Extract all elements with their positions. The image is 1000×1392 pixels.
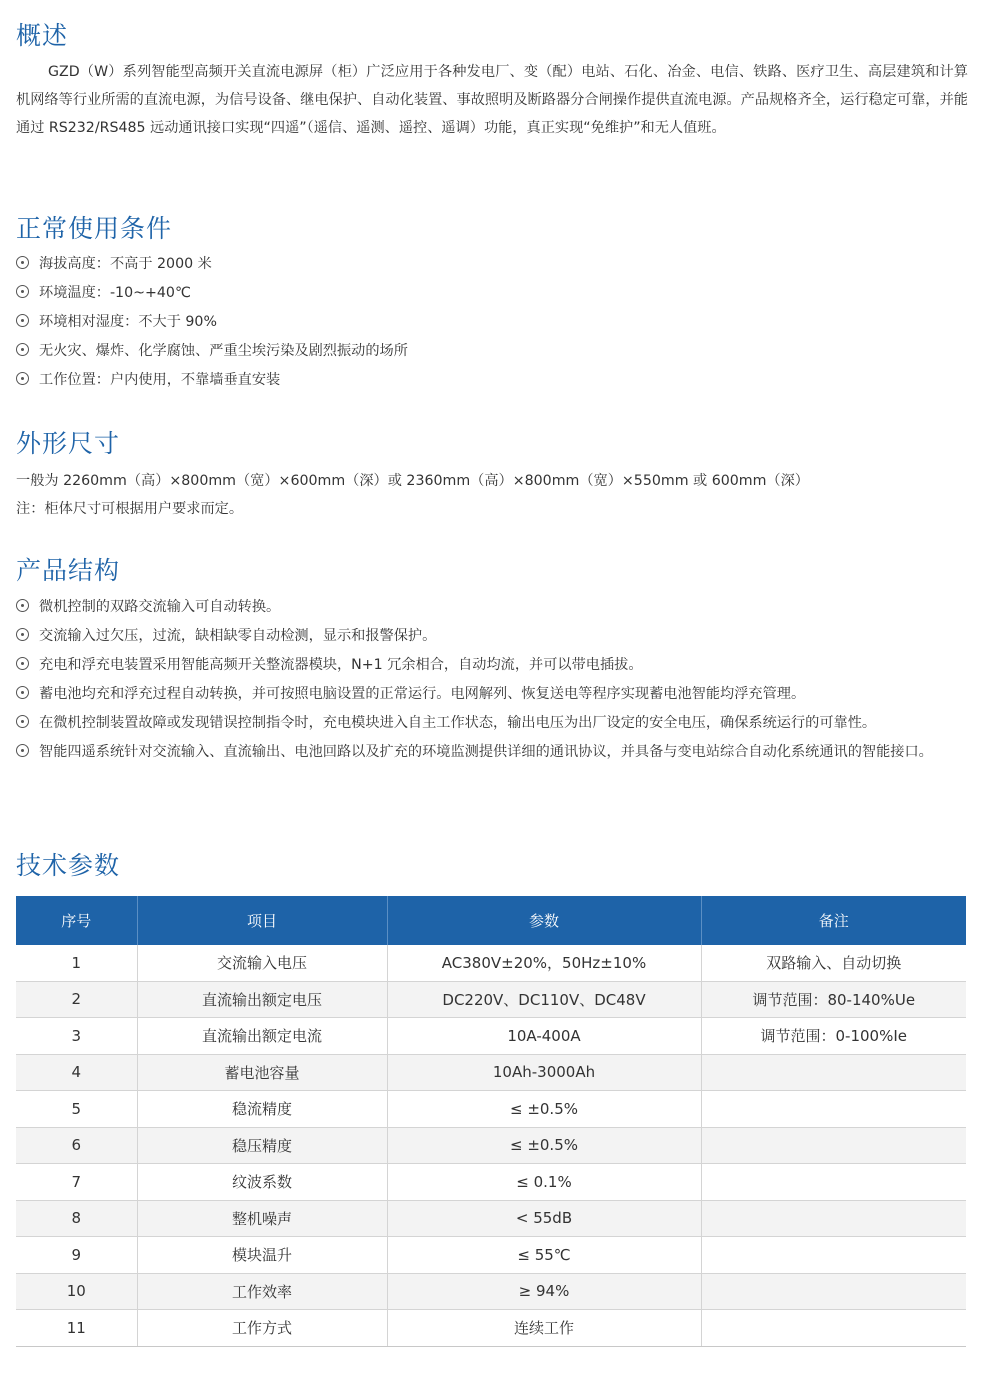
table-row: 9 模块温升 ≤ 55℃ [16, 1237, 966, 1274]
circle-bullet-icon [16, 652, 39, 680]
structure-list [16, 593, 971, 767]
structure-heading: 产品结构 [16, 556, 121, 585]
dimensions-heading: 外形尺寸 [16, 429, 121, 458]
dimensions-text: 一般为 2260mm（高）×800mm（宽）×600mm（深）或 2360mm（高）×800mm（宽）×550mm 或 600mm（深） [16, 473, 809, 489]
table-row: 11 工作方式 连续工作 [16, 1310, 966, 1347]
circle-bullet-icon [16, 681, 39, 709]
conditions-heading: 正常使用条件 [16, 214, 173, 243]
header-item: 项目 [137, 896, 387, 945]
circle-bullet-icon [16, 739, 39, 767]
circle-bullet-icon [16, 623, 39, 651]
circle-bullet-icon [16, 338, 39, 366]
list-item: 无火灾、爆炸、化学腐蚀、严重尘埃污染及剧烈振动的场所 [16, 337, 971, 366]
list-item: 智能四遥系统针对交流输入、直流输出、电池回路以及扩充的环境监测提供详细的通讯协议，并具备与变电站综合自动化系统通讯的智能接口。 [16, 738, 971, 767]
table-row: 8 整机噪声 < 55dB [16, 1200, 966, 1237]
circle-bullet-icon [16, 710, 39, 738]
circle-bullet-icon [16, 309, 39, 337]
table-header-row [16, 896, 966, 945]
circle-bullet-icon [16, 367, 39, 395]
table-row: 5 稳流精度 ≤ ±0.5% [16, 1091, 966, 1128]
params-table [16, 896, 966, 1347]
dimensions-note: 注：柜体尺寸可根据用户要求而定。 [16, 501, 244, 517]
list-item: 在微机控制装置故障或发现错误控制指令时，充电模块进入自主工作状态，输出电压为出厂设定的安全电压，确保系统运行的可靠性。 [16, 709, 971, 738]
circle-bullet-icon [16, 594, 39, 622]
table-row: 2 直流输出额定电压 DC220V、DC110V、DC48V 调节范围：80-140%Ue [16, 981, 966, 1018]
list-item: 蓄电池均充和浮充过程自动转换，并可按照电脑设置的正常运行。电网解列、恢复送电等程序实现蓄电池智能均浮充管理。 [16, 680, 971, 709]
header-remark: 备注 [701, 896, 966, 945]
list-item: 工作位置：户内使用，不靠墙垂直安装 [16, 366, 971, 395]
conditions-list [16, 250, 971, 395]
list-item: 环境温度：-10~+40℃ [16, 279, 971, 308]
table-row: 10 工作效率 ≥ 94% [16, 1273, 966, 1310]
header-value: 参数 [387, 896, 701, 945]
overview-text: GZD（W）系列智能型高频开关直流电源屏（柜）广泛应用于各种发电厂、变（配）电站、石化、冶金、电信、铁路、医疗卫生、高层建筑和计算机网络等行业所需的直流电源，为信号设备、继电保护、自动化装置、事故照明及断路器分合闸操作提供直流电源。产品规格齐全，运行稳定可靠，并能通过 RS232/RS485 远动通讯接口实现“四遥”（遥信、遥测、遥控、遥调）功能，真正实现“免维护”和无人值班。 [16, 64, 968, 136]
table-row: 6 稳压精度 ≤ ±0.5% [16, 1127, 966, 1164]
list-item: 海拔高度：不高于 2000 米 [16, 250, 971, 279]
table-row: 3 直流输出额定电流 10A-400A 调节范围：0-100%Ie [16, 1018, 966, 1055]
overview-heading: 概述 [16, 21, 69, 50]
overview-paragraph [16, 58, 968, 142]
header-index: 序号 [16, 896, 137, 945]
circle-bullet-icon [16, 251, 39, 279]
list-item: 环境相对湿度：不大于 90% [16, 308, 971, 337]
list-item: 交流输入过欠压，过流，缺相缺零自动检测，显示和报警保护。 [16, 622, 971, 651]
params-heading: 技术参数 [16, 851, 121, 880]
circle-bullet-icon [16, 280, 39, 308]
list-item: 充电和浮充电装置采用智能高频开关整流器模块，N+1 冗余相合，自动均流，并可以带电插拔。 [16, 651, 971, 680]
table-row: 1 交流输入电压 AC380V±20%，50Hz±10% 双路输入、自动切换 [16, 945, 966, 981]
table-row: 4 蓄电池容量 10Ah-3000Ah [16, 1054, 966, 1091]
table-row: 7 纹波系数 ≤ 0.1% [16, 1164, 966, 1201]
list-item: 微机控制的双路交流输入可自动转换。 [16, 593, 971, 622]
